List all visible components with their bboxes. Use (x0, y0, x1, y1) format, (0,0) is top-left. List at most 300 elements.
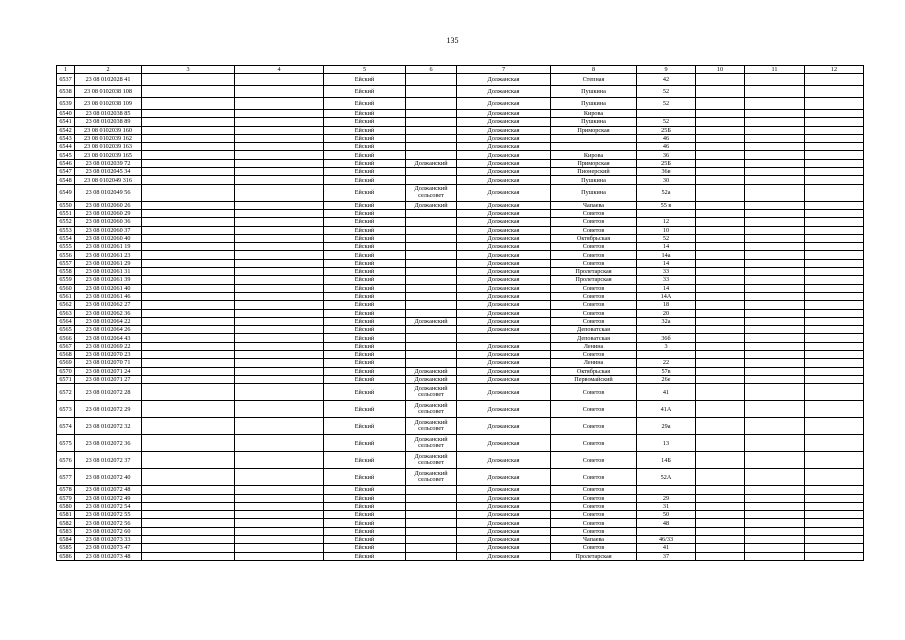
table-row (57, 527, 864, 535)
empty-cell (696, 375, 745, 383)
row-number: 6544 (57, 143, 75, 151)
empty-cell (745, 301, 805, 309)
table-row (57, 209, 864, 217)
table-row (57, 452, 864, 469)
table-row (57, 486, 864, 494)
house-number-cell: 20 (637, 309, 696, 317)
cadastral-number: 23 08 0102072 48 (75, 486, 142, 494)
empty-cell (142, 334, 235, 342)
house-number-cell (637, 351, 696, 359)
empty-cell (142, 234, 235, 242)
district-cell: Ейский (324, 259, 406, 267)
council-cell (406, 74, 457, 86)
empty-cell (696, 218, 745, 226)
house-number-cell: 14Б (637, 452, 696, 469)
empty-cell (805, 218, 864, 226)
empty-cell (745, 375, 805, 383)
empty-cell (696, 134, 745, 142)
empty-cell (805, 134, 864, 142)
house-number-cell: 36в (637, 168, 696, 176)
house-number-cell (637, 110, 696, 118)
row-number: 6567 (57, 342, 75, 350)
street-cell: Пушкина (551, 86, 637, 98)
empty-cell (235, 184, 324, 201)
council-cell (406, 359, 457, 367)
settlement-cell: Должанская (457, 511, 551, 519)
cadastral-number: 23 08 0102061 46 (75, 292, 142, 300)
cadastral-number: 23 08 0102049 316 (75, 176, 142, 184)
house-number-cell: 29а (637, 418, 696, 435)
empty-cell (745, 168, 805, 176)
settlement-cell: Должанская (457, 535, 551, 543)
cadastral-number: 23 08 0102060 37 (75, 226, 142, 234)
empty-cell (745, 351, 805, 359)
empty-cell (696, 226, 745, 234)
row-number: 6537 (57, 74, 75, 86)
empty-cell (745, 259, 805, 267)
empty-cell (696, 201, 745, 209)
table-row (57, 259, 864, 267)
settlement-cell: Должанская (457, 317, 551, 325)
house-number-cell: 52 (637, 234, 696, 242)
district-cell: Ейский (324, 209, 406, 217)
council-cell (406, 218, 457, 226)
house-number-cell: 52 (637, 86, 696, 98)
council-cell: Должанский (406, 159, 457, 167)
row-number: 6562 (57, 301, 75, 309)
district-cell: Ейский (324, 326, 406, 334)
row-number: 6538 (57, 86, 75, 98)
row-number: 6581 (57, 511, 75, 519)
house-number-cell: 31 (637, 502, 696, 510)
house-number-cell: 46 (637, 143, 696, 151)
empty-cell (805, 268, 864, 276)
empty-cell (696, 552, 745, 560)
settlement-cell: Должанская (457, 351, 551, 359)
cadastral-number: 23 08 0102028 41 (75, 74, 142, 86)
empty-cell (805, 209, 864, 217)
cadastral-number: 23 08 0102072 56 (75, 519, 142, 527)
table-row (57, 494, 864, 502)
street-cell: Пролетарская (551, 268, 637, 276)
empty-cell (142, 375, 235, 383)
empty-cell (805, 226, 864, 234)
table-row (57, 86, 864, 98)
empty-cell (235, 143, 324, 151)
house-number-cell: 42 (637, 74, 696, 86)
table-row (57, 502, 864, 510)
district-cell: Ейский (324, 502, 406, 510)
council-cell (406, 494, 457, 502)
street-cell: Советов (551, 226, 637, 234)
council-cell: Должанский (406, 375, 457, 383)
empty-cell (142, 359, 235, 367)
street-cell: Пушкина (551, 98, 637, 110)
table-row (57, 418, 864, 435)
district-cell: Ейский (324, 351, 406, 359)
settlement-cell: Должанская (457, 301, 551, 309)
empty-cell (235, 218, 324, 226)
settlement-cell: Должанская (457, 375, 551, 383)
empty-cell (745, 544, 805, 552)
council-cell: Должанский сельсовет (406, 184, 457, 201)
cadastral-number: 23 08 0102045 34 (75, 168, 142, 176)
street-cell: Советов (551, 486, 637, 494)
street-cell: Советов (551, 494, 637, 502)
row-number: 6575 (57, 435, 75, 452)
district-cell: Ейский (324, 284, 406, 292)
empty-cell (142, 98, 235, 110)
council-cell: Должанский сельсовет (406, 469, 457, 486)
settlement-cell: Должанская (457, 502, 551, 510)
empty-cell (745, 511, 805, 519)
empty-cell (745, 209, 805, 217)
table-row (57, 301, 864, 309)
empty-cell (142, 342, 235, 350)
council-cell (406, 251, 457, 259)
district-cell: Ейский (324, 134, 406, 142)
house-number-cell: 52А (637, 469, 696, 486)
street-cell: Советов (551, 511, 637, 519)
empty-cell (235, 234, 324, 242)
empty-cell (142, 452, 235, 469)
row-number: 6573 (57, 401, 75, 418)
street-cell: Деповатская (551, 326, 637, 334)
empty-cell (805, 251, 864, 259)
council-cell (406, 243, 457, 251)
council-cell (406, 351, 457, 359)
district-cell: Ейский (324, 527, 406, 535)
settlement-cell: Должанская (457, 418, 551, 435)
empty-cell (235, 401, 324, 418)
empty-cell (805, 201, 864, 209)
empty-cell (696, 401, 745, 418)
house-number-cell (637, 326, 696, 334)
council-cell (406, 334, 457, 342)
council-cell (406, 126, 457, 134)
street-cell: Советов (551, 527, 637, 535)
empty-cell (235, 209, 324, 217)
settlement-cell: Должанская (457, 226, 551, 234)
empty-cell (696, 259, 745, 267)
empty-cell (235, 110, 324, 118)
empty-cell (142, 317, 235, 325)
empty-cell (235, 151, 324, 159)
cadastral-number: 23 08 0102060 36 (75, 218, 142, 226)
empty-cell (235, 359, 324, 367)
cadastral-number: 23 08 0102061 29 (75, 259, 142, 267)
empty-cell (696, 151, 745, 159)
empty-cell (696, 168, 745, 176)
council-cell (406, 234, 457, 242)
cadastral-number: 23 08 0102072 60 (75, 527, 142, 535)
row-number: 6555 (57, 243, 75, 251)
cadastral-number: 23 08 0102038 85 (75, 110, 142, 118)
cadastral-number: 23 08 0102061 19 (75, 243, 142, 251)
settlement-cell: Должанская (457, 552, 551, 560)
street-cell: Пушкина (551, 176, 637, 184)
empty-cell (142, 86, 235, 98)
district-cell: Ейский (324, 334, 406, 342)
empty-cell (745, 86, 805, 98)
settlement-cell: Должанская (457, 243, 551, 251)
settlement-cell: Должанская (457, 276, 551, 284)
empty-cell (745, 519, 805, 527)
street-cell: Советов (551, 259, 637, 267)
settlement-cell: Должанская (457, 268, 551, 276)
row-number: 6560 (57, 284, 75, 292)
row-number: 6568 (57, 351, 75, 359)
empty-cell (745, 435, 805, 452)
empty-cell (235, 292, 324, 300)
district-cell: Ейский (324, 359, 406, 367)
empty-cell (805, 552, 864, 560)
council-cell: Должанский сельсовет (406, 418, 457, 435)
settlement-cell: Должанская (457, 259, 551, 267)
column-header: 3 (142, 66, 235, 74)
street-cell: Кирова (551, 151, 637, 159)
row-number: 6565 (57, 326, 75, 334)
table-row (57, 359, 864, 367)
council-cell (406, 284, 457, 292)
empty-cell (745, 342, 805, 350)
column-header: 12 (805, 66, 864, 74)
settlement-cell: Должанская (457, 218, 551, 226)
council-cell (406, 118, 457, 126)
settlement-cell: Должанская (457, 74, 551, 86)
table-row (57, 176, 864, 184)
empty-cell (745, 218, 805, 226)
settlement-cell: Должанская (457, 110, 551, 118)
empty-cell (235, 317, 324, 325)
empty-cell (696, 309, 745, 317)
district-cell: Ейский (324, 511, 406, 519)
table-row (57, 201, 864, 209)
district-cell: Ейский (324, 176, 406, 184)
empty-cell (696, 359, 745, 367)
empty-cell (805, 110, 864, 118)
empty-cell (235, 502, 324, 510)
empty-cell (142, 251, 235, 259)
empty-cell (745, 159, 805, 167)
row-number: 6543 (57, 134, 75, 142)
settlement-cell: Должанская (457, 209, 551, 217)
empty-cell (745, 401, 805, 418)
empty-cell (805, 544, 864, 552)
empty-cell (696, 384, 745, 401)
table-row (57, 134, 864, 142)
district-cell: Ейский (324, 151, 406, 159)
empty-cell (696, 268, 745, 276)
table-row (57, 519, 864, 527)
settlement-cell: Должанская (457, 251, 551, 259)
empty-cell (142, 259, 235, 267)
empty-cell (805, 435, 864, 452)
row-number: 6574 (57, 418, 75, 435)
empty-cell (745, 126, 805, 134)
settlement-cell: Должанская (457, 168, 551, 176)
empty-cell (745, 535, 805, 543)
settlement-cell: Должанская (457, 384, 551, 401)
house-number-cell (637, 527, 696, 535)
district-cell: Ейский (324, 301, 406, 309)
empty-cell (235, 309, 324, 317)
table-row (57, 98, 864, 110)
district-cell: Ейский (324, 226, 406, 234)
empty-cell (142, 143, 235, 151)
settlement-cell: Должанская (457, 118, 551, 126)
empty-cell (142, 401, 235, 418)
empty-cell (142, 243, 235, 251)
district-cell: Ейский (324, 317, 406, 325)
settlement-cell: Должанская (457, 519, 551, 527)
house-number-cell: 25Б (637, 126, 696, 134)
street-cell: Ленина (551, 342, 637, 350)
empty-cell (745, 334, 805, 342)
empty-cell (142, 118, 235, 126)
cadastral-number: 23 08 0102072 55 (75, 511, 142, 519)
district-cell: Ейский (324, 243, 406, 251)
settlement-cell: Должанская (457, 469, 551, 486)
house-number-cell: 29 (637, 494, 696, 502)
table-row (57, 535, 864, 543)
district-cell: Ейский (324, 309, 406, 317)
row-number: 6539 (57, 98, 75, 110)
table-row (57, 384, 864, 401)
empty-cell (235, 418, 324, 435)
house-number-cell: 30 (637, 176, 696, 184)
cadastral-number: 23 08 0102060 26 (75, 201, 142, 209)
empty-cell (235, 351, 324, 359)
table-row (57, 401, 864, 418)
empty-cell (235, 74, 324, 86)
empty-cell (745, 469, 805, 486)
empty-cell (745, 309, 805, 317)
empty-cell (696, 494, 745, 502)
house-number-cell (637, 486, 696, 494)
column-header: 2 (75, 66, 142, 74)
cadastral-number: 23 08 0102039 160 (75, 126, 142, 134)
empty-cell (696, 418, 745, 435)
settlement-cell: Должанская (457, 309, 551, 317)
cadastral-number: 23 08 0102073 48 (75, 552, 142, 560)
row-number: 6557 (57, 259, 75, 267)
column-header: 7 (457, 66, 551, 74)
empty-cell (696, 301, 745, 309)
empty-cell (235, 268, 324, 276)
column-header: 5 (324, 66, 406, 74)
street-cell: Советов (551, 351, 637, 359)
empty-cell (745, 243, 805, 251)
empty-cell (235, 519, 324, 527)
cadastral-number: 23 08 0102039 163 (75, 143, 142, 151)
house-number-cell: 36б (637, 334, 696, 342)
empty-cell (142, 168, 235, 176)
empty-cell (696, 276, 745, 284)
council-cell (406, 301, 457, 309)
house-number-cell: 12 (637, 218, 696, 226)
empty-cell (235, 118, 324, 126)
empty-cell (805, 359, 864, 367)
street-cell: Приморская (551, 126, 637, 134)
empty-cell (235, 201, 324, 209)
empty-cell (805, 184, 864, 201)
empty-cell (142, 519, 235, 527)
cadastral-number: 23 08 0102072 36 (75, 435, 142, 452)
district-cell: Ейский (324, 234, 406, 242)
district-cell: Ейский (324, 143, 406, 151)
empty-cell (235, 544, 324, 552)
district-cell: Ейский (324, 110, 406, 118)
row-number: 6542 (57, 126, 75, 134)
settlement-cell: Должанская (457, 342, 551, 350)
house-number-cell (637, 209, 696, 217)
cadastral-number: 23 08 0102039 165 (75, 151, 142, 159)
empty-cell (745, 176, 805, 184)
empty-cell (142, 527, 235, 535)
empty-cell (142, 151, 235, 159)
district-cell: Ейский (324, 418, 406, 435)
page-number: 135 (446, 36, 459, 45)
empty-cell (696, 176, 745, 184)
house-number-cell: 26е (637, 375, 696, 383)
empty-cell (696, 251, 745, 259)
empty-cell (696, 86, 745, 98)
empty-cell (142, 268, 235, 276)
street-cell: Советов (551, 469, 637, 486)
row-number: 6580 (57, 502, 75, 510)
column-header: 8 (551, 66, 637, 74)
cadastral-number: 23 08 0102072 40 (75, 469, 142, 486)
district-cell: Ейский (324, 486, 406, 494)
cadastral-number: 23 08 0102073 33 (75, 535, 142, 543)
district-cell: Ейский (324, 435, 406, 452)
table-row (57, 243, 864, 251)
council-cell (406, 527, 457, 535)
street-cell: Кирова (551, 110, 637, 118)
street-cell: Советов (551, 384, 637, 401)
street-cell: Советов (551, 292, 637, 300)
row-number: 6545 (57, 151, 75, 159)
empty-cell (805, 98, 864, 110)
house-number-cell: 52 (637, 118, 696, 126)
district-cell: Ейский (324, 86, 406, 98)
table-row (57, 375, 864, 383)
table-row (57, 118, 864, 126)
row-number: 6541 (57, 118, 75, 126)
district-cell: Ейский (324, 544, 406, 552)
street-cell: Советов (551, 519, 637, 527)
empty-cell (235, 259, 324, 267)
street-cell: Советов (551, 309, 637, 317)
empty-cell (142, 176, 235, 184)
row-number: 6576 (57, 452, 75, 469)
empty-cell (696, 126, 745, 134)
settlement-cell: Должанская (457, 401, 551, 418)
empty-cell (805, 401, 864, 418)
house-number-cell: 14а (637, 251, 696, 259)
cadastral-number: 23 08 0102061 40 (75, 284, 142, 292)
empty-cell (805, 469, 864, 486)
empty-cell (696, 342, 745, 350)
empty-cell (805, 86, 864, 98)
empty-cell (745, 527, 805, 535)
street-cell: Советов (551, 544, 637, 552)
table-row (57, 143, 864, 151)
empty-cell (235, 494, 324, 502)
settlement-cell: Должанская (457, 98, 551, 110)
settlement-cell: Должанская (457, 435, 551, 452)
